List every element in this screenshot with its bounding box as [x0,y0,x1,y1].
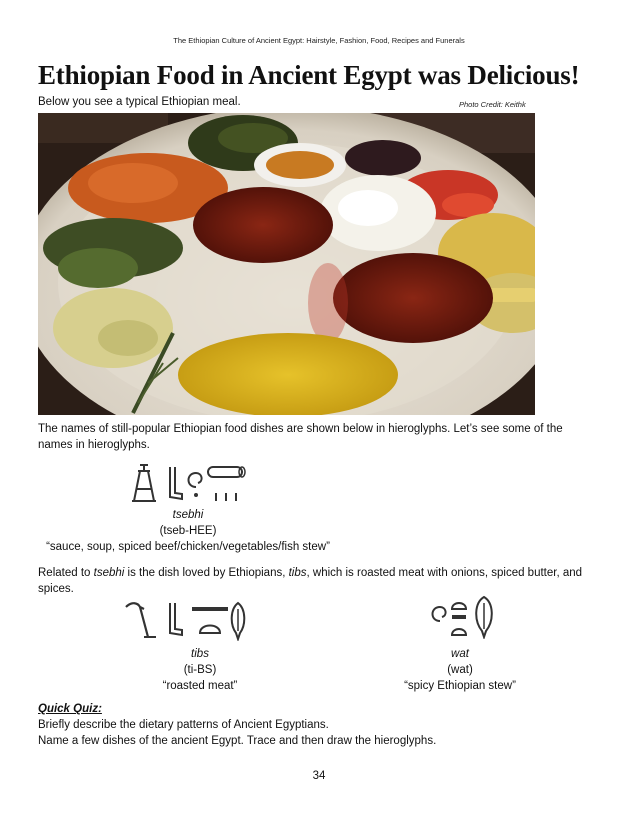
paragraph-hieroglyph-intro: The names of still-popular Ethiopian food dishes are shown below in hieroglyphs. Let’s see some of the names in hieroglyphs. [38,423,563,451]
photo-credit: Photo Credit: Keithk [459,100,526,109]
tsebhi-pronunciation: (tseb-HEE) [159,525,217,537]
wat-caption [380,646,540,694]
tsebhi-hieroglyphs [126,461,248,505]
para2-term-tibs: tibs [288,567,307,579]
page-title: Ethiopian Food in Ancient Egypt was Delicious! [38,60,580,90]
running-header: The Ethiopian Culture of Ancient Egypt: Hairstyle, Fashion, Food, Recipes and Funerals [173,36,465,45]
tsebhi-meaning: “sauce, soup, spiced beef/chicken/vegetables/fish stew” [46,541,330,553]
para2-text-3: , which is roasted meat with onions, spiced butter, and spices. [38,567,583,595]
para2-text-2: is the dish loved by Ethiopians, [124,567,289,579]
wat-word: wat [451,648,469,660]
intro-text: Below you see a typical Ethiopian meal. [38,96,241,108]
wat-meaning: “spicy Ethiopian stew” [404,680,516,692]
page-number: 34 [312,770,326,782]
para2-term-tsebhi: tsebhi [93,567,125,579]
tibs-meaning: “roasted meat” [162,680,238,692]
wat-hieroglyphs [428,595,498,639]
paragraph-tibs [38,565,594,597]
para2-text-1: Related to [38,567,94,579]
quiz-heading: Quick Quiz: [38,703,102,715]
quiz-question-1: Briefly describe the dietary patterns of Ancient Egyptians. [38,719,329,731]
tsebhi-word: tsebhi [172,509,204,521]
ethiopian-meal-photo [38,113,535,415]
ethiopian-meal-image [38,113,535,415]
wat-pronunciation: (wat) [447,664,473,676]
tibs-caption [120,646,280,694]
tsebhi-caption [38,507,338,555]
tibs-word: tibs [191,648,209,660]
tibs-pronunciation: (ti-BS) [183,664,217,676]
tibs-hieroglyphs [122,597,254,641]
quiz-question-2: Name a few dishes of the ancient Egypt. Trace and then draw the hieroglyphs. [38,735,437,747]
